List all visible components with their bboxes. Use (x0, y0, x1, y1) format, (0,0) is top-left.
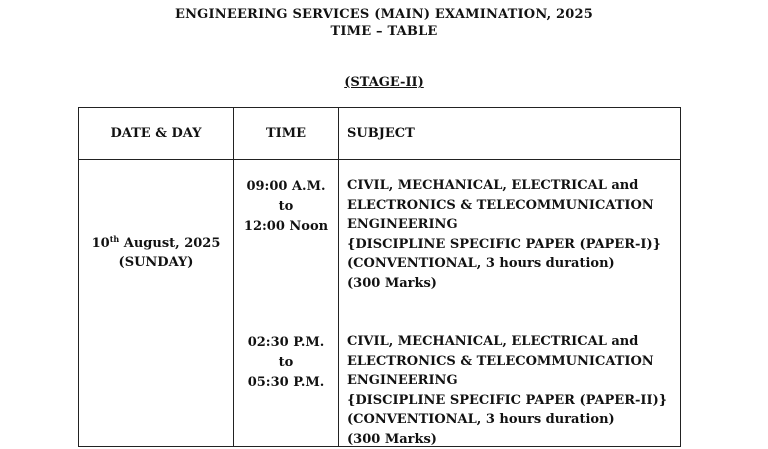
session-1-time (234, 177, 338, 237)
column-header-subject: SUBJECT (347, 126, 415, 141)
session-1-to: to (234, 197, 338, 217)
subject-line: ENGINEERING (347, 215, 677, 235)
stage-label: (STAGE-II) (0, 75, 768, 90)
subject-line: {DISCIPLINE SPECIFIC PAPER (PAPER-II)} (347, 391, 677, 411)
subject-line: (300 Marks) (347, 274, 677, 294)
session-2-time (234, 333, 338, 393)
subject-line: (CONVENTIONAL, 3 hours duration) (347, 254, 677, 274)
session-1-start: 09:00 A.M. (234, 177, 338, 197)
subject-line: ELECTRONICS & TELECOMMUNICATION (347, 196, 677, 216)
exam-date-cell (79, 230, 233, 272)
session-1-end: 12:00 Noon (234, 217, 338, 237)
session-2-subject (347, 332, 677, 449)
session-1-subject (347, 176, 677, 293)
subject-line: {DISCIPLINE SPECIFIC PAPER (PAPER-I)} (347, 235, 677, 255)
exam-weekday: (SUNDAY) (79, 253, 233, 272)
header-divider (79, 159, 680, 160)
subject-line: ENGINEERING (347, 371, 677, 391)
session-2-start: 02:30 P.M. (234, 333, 338, 353)
column-header-time: TIME (234, 126, 338, 141)
session-2-end: 05:30 P.M. (234, 373, 338, 393)
timetable-table (78, 107, 681, 447)
subject-line: (CONVENTIONAL, 3 hours duration) (347, 410, 677, 430)
session-2-to: to (234, 353, 338, 373)
exam-date: 10th August, 2025 (79, 230, 233, 253)
subject-line: CIVIL, MECHANICAL, ELECTRICAL and (347, 176, 677, 196)
subject-line: ELECTRONICS & TELECOMMUNICATION (347, 352, 677, 372)
column-header-date: DATE & DAY (79, 126, 233, 141)
subject-line: (300 Marks) (347, 430, 677, 449)
timetable-heading: TIME – TABLE (0, 24, 768, 39)
exam-title: ENGINEERING SERVICES (MAIN) EXAMINATION, 2025 (0, 7, 768, 22)
subject-line: CIVIL, MECHANICAL, ELECTRICAL and (347, 332, 677, 352)
